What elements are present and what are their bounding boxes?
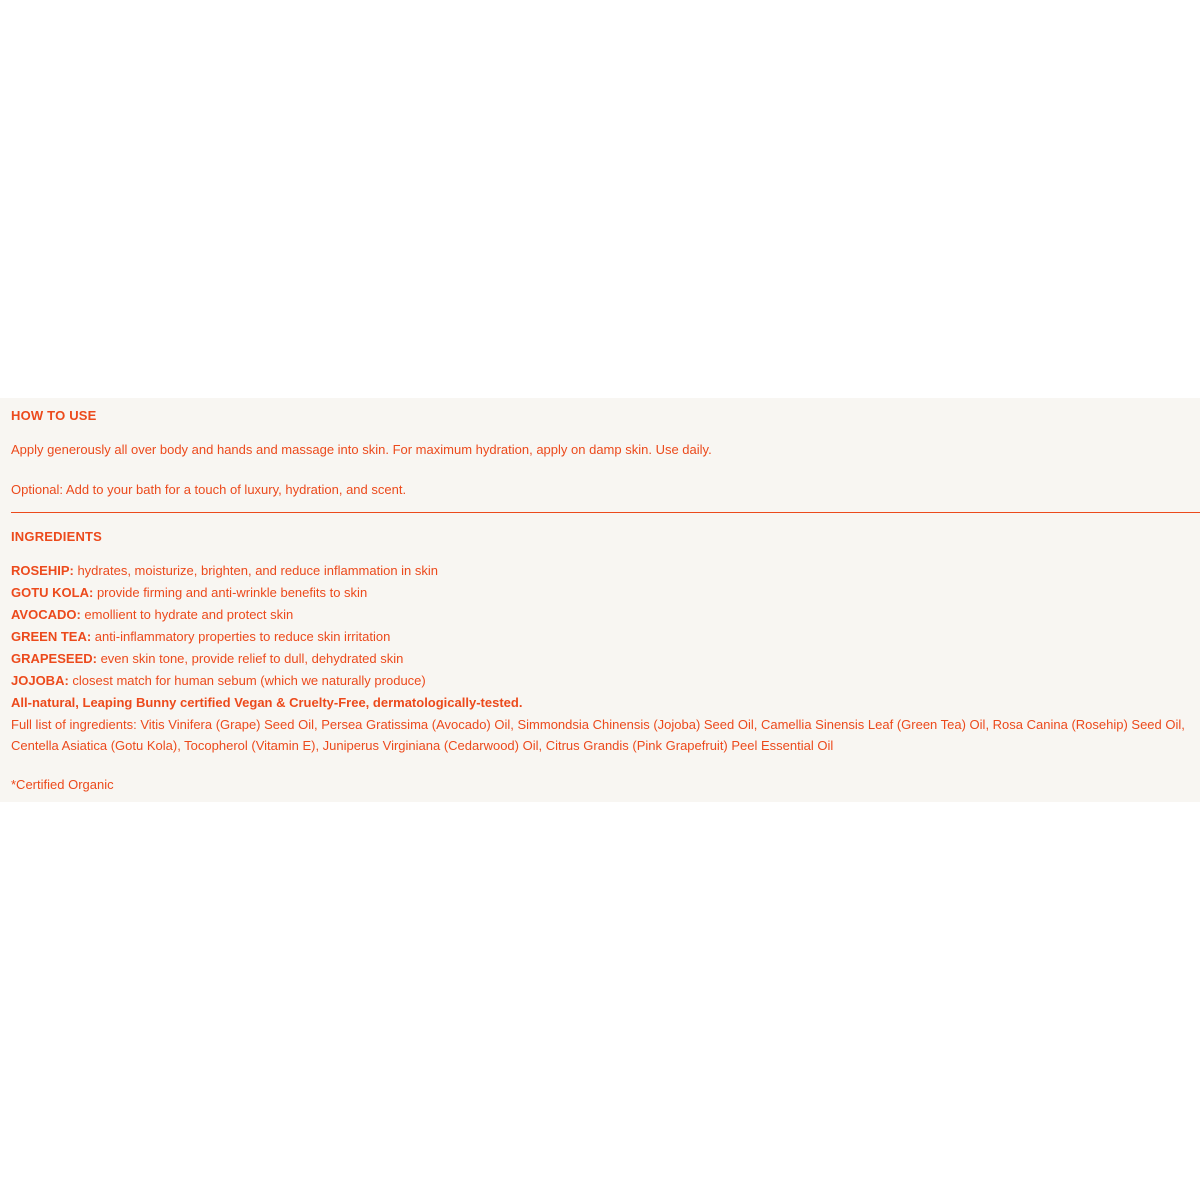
ingredient-name: JOJOBA: [11,673,69,688]
ingredient-item-avocado [11,607,1194,623]
ingredient-name: GREEN TEA: [11,629,92,644]
ingredient-benefit: hydrates, moisturize, brighten, and reduce inflammation in skin [73,563,439,578]
certification-claim: All-natural, Leaping Bunny certified Vegan & Cruelty-Free, dermatologically-tested. [11,695,523,710]
ingredient-name: GOTU KOLA: [11,585,94,600]
ingredient-benefit: anti-inflammatory properties to reduce skin irritation [91,629,391,644]
ingredient-item-green-tea [11,629,1194,645]
how-to-use-heading: HOW TO USE [11,408,97,423]
how-to-use-instructions: Apply generously all over body and hands and massage into skin. For maximum hydration, apply on damp skin. Use daily. [11,442,712,457]
certified-organic-footnote: *Certified Organic [11,777,114,792]
full-ingredients-list: Full list of ingredients: Vitis Vinifera (Grape) Seed Oil, Persea Gratissima (Avocado) Oil, Simmondsia Chinensis (Jojoba) Seed Oil, Camellia Sinensis Leaf (Green Tea) Oil, Rosa Canina (Rosehip) Seed Oil, Centella Asiatica (Gotu Kola), Tocopherol (Vitamin E), Juniperus Virginiana (Cedarwood) Oil, Citrus Grandis (Pink Grapefruit) Peel Essential Oil [11,717,1185,753]
ingredient-benefit: provide firming and anti-wrinkle benefits to skin [93,585,368,600]
ingredient-item-grapeseed [11,651,1194,667]
ingredients-heading: INGREDIENTS [11,529,103,544]
ingredient-benefit: even skin tone, provide relief to dull, dehydrated skin [96,651,404,666]
ingredient-benefit: closest match for human sebum (which we naturally produce) [68,673,426,688]
how-to-use-optional: Optional: Add to your bath for a touch of luxury, hydration, and scent. [11,482,407,497]
section-divider [11,512,1200,513]
ingredient-item-rosehip [11,563,1194,579]
ingredient-name: GRAPESEED: [11,651,97,666]
ingredient-benefit: emollient to hydrate and protect skin [80,607,294,622]
product-info-panel [0,398,1200,802]
ingredient-name: ROSEHIP: [11,563,74,578]
ingredient-item-jojoba [11,673,1194,689]
ingredient-name: AVOCADO: [11,607,81,622]
ingredient-item-gotu-kola [11,585,1194,601]
